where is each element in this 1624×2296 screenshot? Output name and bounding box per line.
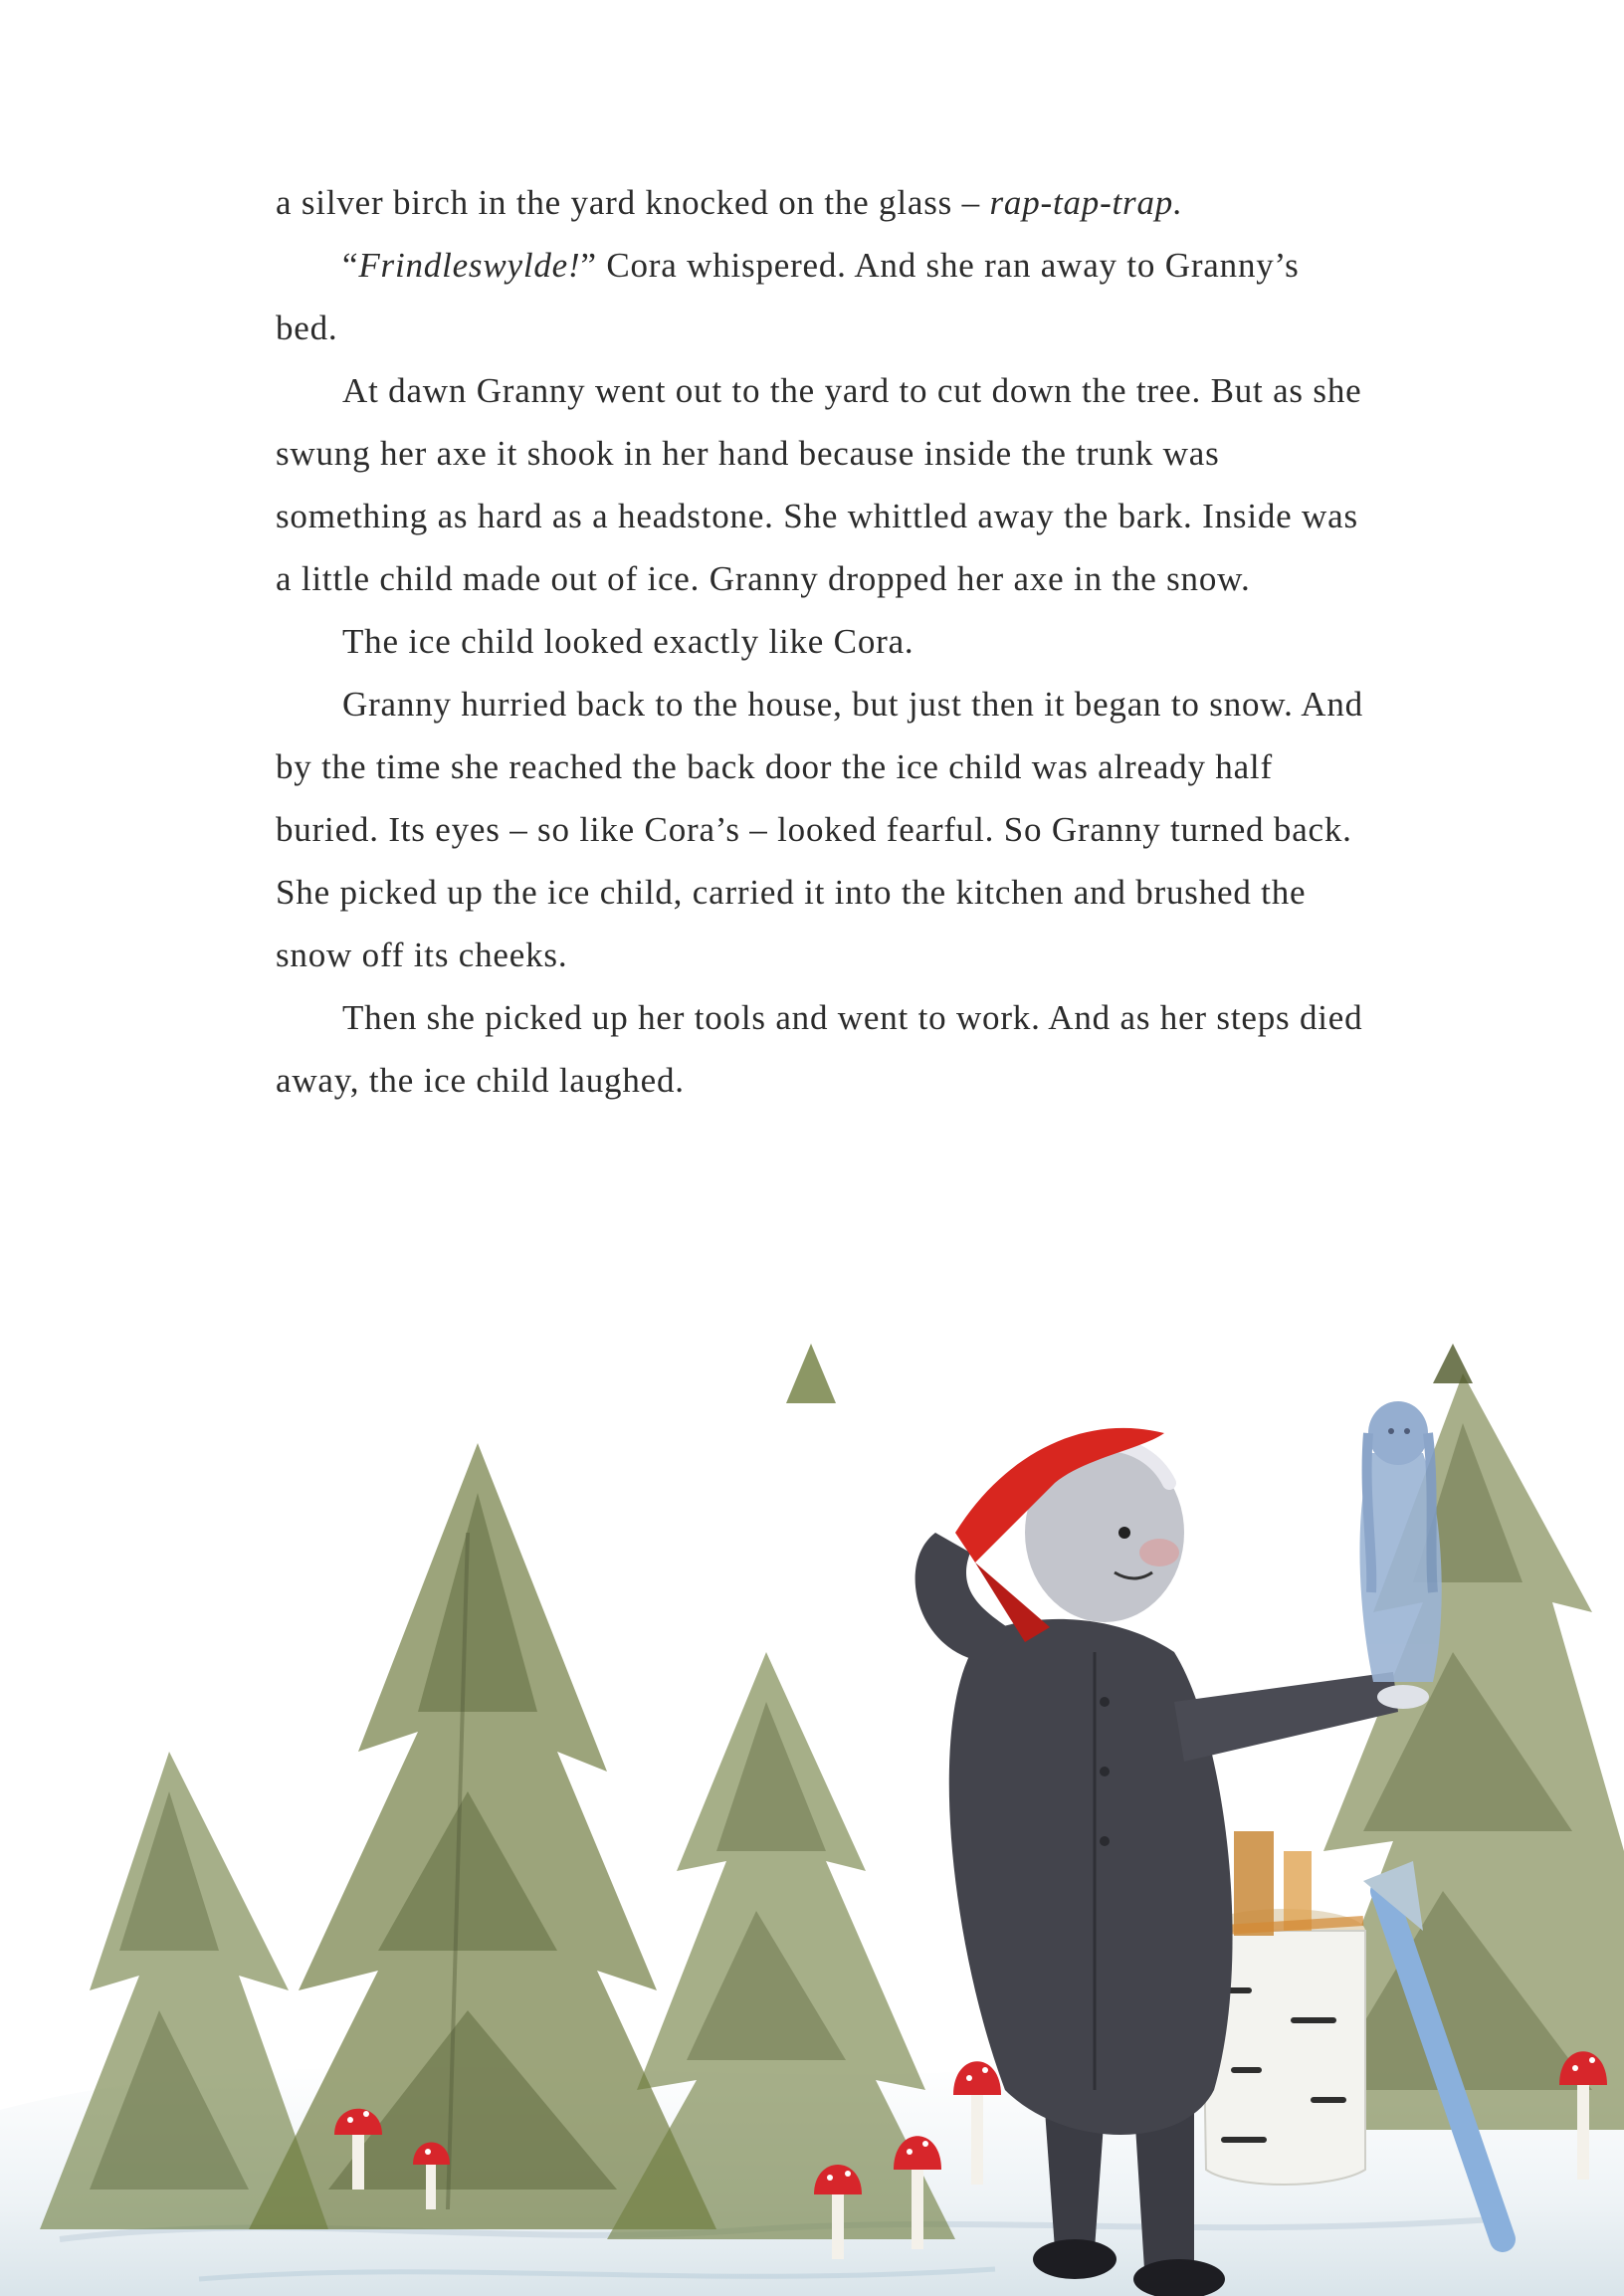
pine-tree-left	[249, 1443, 716, 2229]
forest-illustration	[0, 1234, 1624, 2296]
story-text	[276, 171, 1370, 1112]
name-frindleswylde: Frindleswylde!	[358, 246, 581, 285]
paragraph-5: Granny hurried back to the house, but just then it began to snow. And by the time she reached the back door the ice child was already half buried. Its eyes – so like Cora’s – looked fearful. So Granny turned back. She picked up the ice child, carried it into the kitchen and brushed the snow off its cheeks.	[276, 685, 1363, 974]
ice-child-figure	[1359, 1401, 1441, 1682]
paragraph-6: Then she picked up her tools and went to work. And as her steps died away, the ice child laughed.	[276, 998, 1363, 1100]
paragraph-2: “Frindleswylde!” Cora whispered. And she ran away to Granny’s bed.	[276, 246, 1300, 347]
paragraph-4: The ice child looked exactly like Cora.	[342, 622, 914, 661]
pine-tree-far-left	[40, 1752, 328, 2229]
sound-effect: rap-tap-trap.	[989, 183, 1183, 222]
paragraph-3: At dawn Granny went out to the yard to cut down the tree. But as she swung her axe it shook in her hand because inside the trunk was something as hard as a headstone. She whittled away the bark. Inside was a little child made out of ice. Granny dropped her axe in the snow.	[276, 371, 1362, 598]
pine-tree-top-small	[786, 1344, 1473, 1403]
paragraph-1: a silver birch in the yard knocked on the glass – rap-tap-trap.	[276, 183, 1183, 222]
